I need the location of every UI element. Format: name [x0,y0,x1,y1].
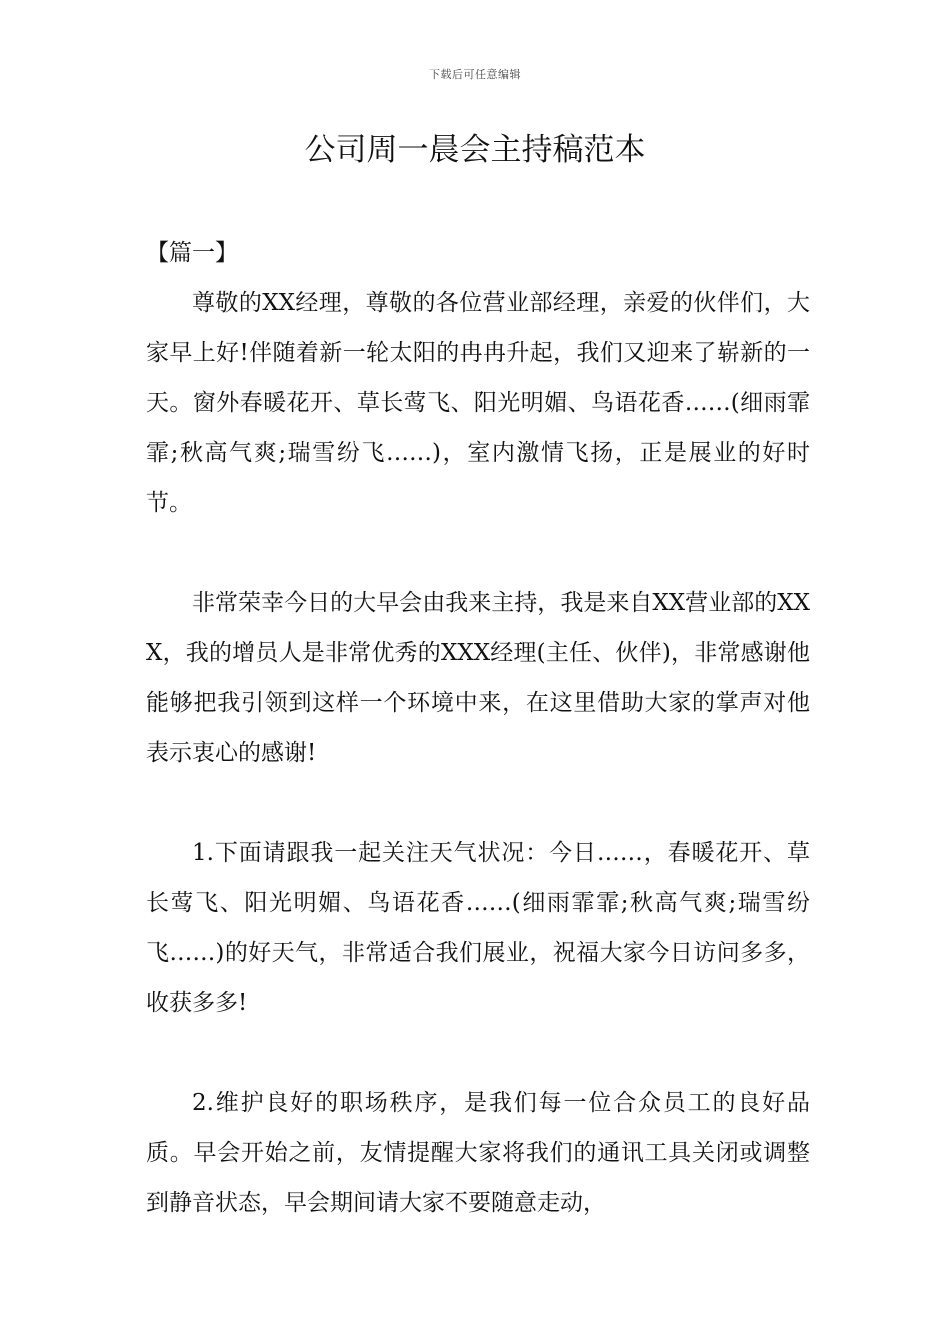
header-note: 下载后可任意编辑 [429,68,521,81]
paragraph-order: 2.维护良好的职场秩序，是我们每一位合众员工的良好品质。早会开始之前，友情提醒大家将我们的通讯工具关闭或调整到静音状态，早会期间请大家不要随意走动， [146,1090,810,1216]
paragraph-weather: 1.下面请跟我一起关注天气状况：今日……，春暖花开、草长莺飞、阳光明媚、鸟语花香……(细雨霏霏;秋高气爽;瑞雪纷飞……)的好天气，非常适合我们展业，祝福大家今日访问多多，收获多多! [146,840,810,1016]
document-body [146,228,810,1228]
paragraph-introduction: 非常荣幸今日的大早会由我来主持，我是来自XX营业部的XXX，我的增员人是非常优秀的XXX经理(主任、伙伴)，非常感谢他能够把我引领到这样一个环境中来，在这里借助大家的掌声对他表示衷心的感谢! [146,590,810,766]
document-title: 公司周一晨会主持稿范本 [304,132,646,168]
section-label: 【篇一】 [146,240,238,266]
paragraph-greeting: 尊敬的XX经理，尊敬的各位营业部经理，亲爱的伙伴们，大家早上好!伴随着新一轮太阳的冉冉升起，我们又迎来了崭新的一天。窗外春暖花开、草长莺飞、阳光明媚、鸟语花香……(细雨霏霏;秋高气爽;瑞雪纷飞……)，室内激情飞扬，正是展业的好时节。 [146,290,810,516]
